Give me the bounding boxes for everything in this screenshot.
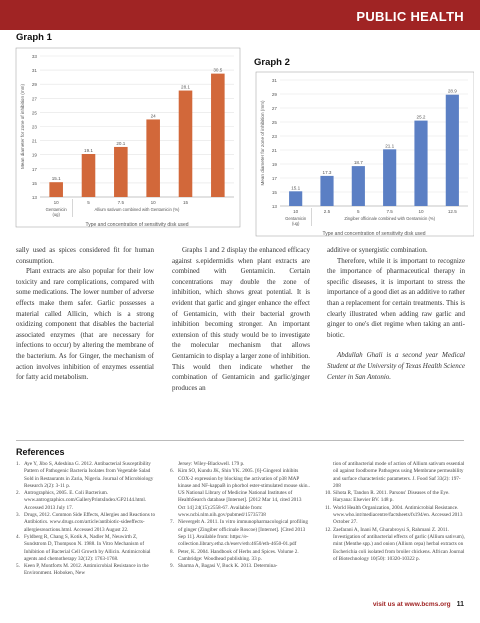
bar <box>49 182 63 197</box>
y-tick-label: 31 <box>31 68 37 74</box>
y-tick-label: 23 <box>271 134 277 139</box>
x-tick-label: 5 <box>357 209 360 214</box>
bar <box>289 191 302 206</box>
footer-site: visit us at www.bcms.org <box>372 601 451 608</box>
chart-frame <box>256 72 474 236</box>
body-paragraph: additive or synergistic combination. <box>327 246 428 254</box>
bar <box>146 119 160 197</box>
graph-1-chart <box>12 44 242 229</box>
y-tick-label: 17 <box>31 166 37 172</box>
reference-number <box>170 461 178 468</box>
y-tick-label: 27 <box>31 96 37 102</box>
x-tick-label: 12.5 <box>447 209 457 214</box>
references-title: References <box>16 447 65 457</box>
reference-text: Fyldberg R, Chang S, Kotik A, Nadler M, Neuwirth Z, Sundstrom D, Thompson N. 1988. In Vitro Mechanism of Inhibition of Bacterial Cell Growth by Allicin. Antimicrobial agents and chemotherapy 32(12): 1763-1768. <box>24 533 151 562</box>
bar <box>179 91 193 197</box>
bar-data-label: 19.1 <box>84 147 93 153</box>
bar <box>320 176 333 206</box>
body-paragraph: Therefore, while it is important to recognize the importance of pharmaceutical therapy in specific diseases, it is important to stress the importance of a good diet as an additive to rather than a replacement for certain treatments. This is clearly illustrated when adding raw garlic and ginger to one's diet regime when taking an anti-biotic. <box>327 256 465 339</box>
reference-item <box>325 490 465 505</box>
group-label: Gentamicin <box>45 207 67 212</box>
x-tick-label: 10 <box>293 209 299 214</box>
bar-data-label: 28.1 <box>181 84 190 90</box>
reference-number: 9. <box>170 563 174 570</box>
group-label-unit: (ug) <box>52 212 60 217</box>
bar <box>414 121 427 206</box>
reference-text: Drugs, 2012. Common Side Effects, Allergies and Reactions to Antibiotics. www.drugs.com/article/antibiotic-sideeffects-allergiesreactions.html. Accessed 2013 August 22. <box>24 512 156 533</box>
y-tick-label: 13 <box>31 195 37 200</box>
y-tick-label: 15 <box>31 180 37 186</box>
bar <box>211 74 225 197</box>
y-tick-label: 29 <box>271 92 277 97</box>
reference-number: 3. <box>16 512 20 519</box>
reference-text: Jersey: Wiley-Blackwell. 179 p. <box>178 461 245 467</box>
y-tick-label: 29 <box>31 82 37 88</box>
x-tick-label: 15 <box>182 200 189 205</box>
reference-text: Kim SO, Kundu JK, Shin YK. 2005. [6]-Gingerol inhibits COX-2 expression by blocking the activation of p38 MAP kinase and NF-kappaB in phorbol ester-stimulated mouse skin.. US National Library of Medicine National Institutes of HealthSearch database [Internet]. [2012 Mar 14, cited 2013 Oct 14] 24(15):2558-67. Available from: www.ncbi.nlm.nih.gov/pubmed/15735738 <box>178 468 311 519</box>
x-tick-label: 10 <box>418 209 424 214</box>
bar-data-label: 25.2 <box>416 114 426 120</box>
x-tick-label: 7.5 <box>117 200 125 205</box>
y-tick-label: 25 <box>31 110 37 116</box>
y-tick-label: 21 <box>31 138 37 144</box>
bar-data-label: 20.1 <box>116 140 126 146</box>
x-tick-label: 2.5 <box>323 209 331 214</box>
reference-number: 11. <box>325 504 332 511</box>
body-paragraph: Graphs 1 and 2 display the enhanced efficacy against s.epidermidis when plant extracts are combined with Gentamicin. Certain concentrations may double the zone of inhibition, which shows great potential. It is evident that garlic and ginger enhance the effect of Gentamicin, with their bacterial growth inhibition becoming stronger. An important extension of this study would be to investigate the molecular mechanism that allows Gentamicin to display a larger zone of inhibition. This would then indicate whether the combination of Gentamicin and garlic/ginger produces an <box>172 246 310 392</box>
section-label: PUBLIC HEALTH <box>356 9 464 24</box>
bar-data-label: 15.1 <box>51 176 61 182</box>
y-tick-label: 17 <box>271 176 277 181</box>
x-tick-label: 10 <box>150 200 156 205</box>
reference-text: Sharma A, Bagasi V, Buck K. 2013. Determina- <box>178 563 278 570</box>
y-tick-label: 13 <box>271 204 277 209</box>
reference-item <box>170 549 310 564</box>
y-axis-title: Mean diameter for zone of inhibition (mm) <box>20 83 25 170</box>
y-tick-label: 25 <box>271 120 277 125</box>
references-column-3 <box>325 461 465 563</box>
body-column-3 <box>327 245 465 382</box>
reference-text: Zaefarani A, Inani M, Gharabroysi S, Rahmani Z. 2011. Investigation of antibacterial effects of garlic (Allium sativum), mint (Menthe spp.) and onion (Allium cepa) herbal extracts on Escherichia coli isolated from broiler chickens. African Journal of Biotechnology 10(50): 10320-10322 p. <box>333 526 465 562</box>
author-bio: Abdullah Ghali is a second year Medical Student at the University of Texas Health Science Center in San Antonio. <box>327 351 465 381</box>
reference-number: 6. <box>170 468 174 475</box>
body-column-2 <box>172 245 310 393</box>
y-tick-label: 19 <box>31 152 37 158</box>
group-label: Zingiber officinale combined with Gentamicin (%) <box>344 216 436 221</box>
bar-data-label: 21.1 <box>385 143 395 149</box>
reference-item <box>16 563 156 578</box>
bar <box>352 166 365 206</box>
reference-item <box>16 490 156 512</box>
group-label: Allium sativum combined with Gentamicin (%) <box>94 207 180 212</box>
graph-2-chart <box>252 68 474 238</box>
body-column-1 <box>16 245 154 383</box>
graph-2-title: Graph 2 <box>254 57 290 68</box>
reference-item <box>170 461 310 468</box>
x-axis-title: Type and concentration of sensitivity disk used <box>322 231 426 237</box>
reference-item <box>16 461 156 490</box>
y-axis-title: Mean diameter for zone of inhibition (mm) <box>260 100 265 186</box>
reference-number: 2. <box>16 490 20 497</box>
bar <box>383 149 396 206</box>
bar-data-label: 18.7 <box>353 160 363 166</box>
reference-item <box>16 512 156 534</box>
group-label-unit: (ug) <box>291 221 300 226</box>
bar-data-label: 28.9 <box>447 88 457 94</box>
reference-text: tion of antibacterial mode of action of Allium sativum essential oil against foodborne Pathogens using Membrane permeability and surface characteristic parameters. J. Food Saf 33(2): 197-208 <box>333 461 465 489</box>
bar-data-label: 15.1 <box>291 185 301 191</box>
reference-number <box>325 461 333 490</box>
body-paragraph: sally used as spices considered fit for human consumption. <box>16 246 154 265</box>
references-divider <box>16 440 464 441</box>
bar <box>114 147 128 197</box>
footer <box>373 601 464 608</box>
reference-number: 5. <box>16 563 20 570</box>
y-tick-label: 19 <box>271 162 277 167</box>
reference-item <box>325 527 465 563</box>
reference-item <box>325 505 465 527</box>
x-tick-label: 10 <box>53 200 59 205</box>
reference-item <box>325 461 465 490</box>
graph-1-title: Graph 1 <box>16 32 52 43</box>
reference-number: 10. <box>325 490 332 497</box>
reference-number: 12. <box>325 526 332 533</box>
reference-number: 7. <box>170 519 174 526</box>
x-tick-label: 5 <box>87 200 90 205</box>
reference-item <box>170 563 310 570</box>
references-column-2 <box>170 461 310 570</box>
reference-text: Keen P, Montforts M. 2012. Antimicrobial Resistance in the Environment. Hoboken, New <box>24 563 149 577</box>
reference-item <box>170 519 310 548</box>
y-tick-label: 23 <box>31 124 37 130</box>
chart-frame <box>16 48 240 227</box>
reference-item <box>16 534 156 563</box>
y-tick-label: 33 <box>31 54 37 59</box>
bar-data-label: 24 <box>150 113 156 119</box>
reference-text: World Health Organization, 2004. Antimicrobial Resistance. www.who.int/mediacentre/factsheets/fs194/en. Accessed 2013 October 27. <box>333 504 463 526</box>
bar-data-label: 30.5 <box>213 67 223 73</box>
x-tick-label: 7.5 <box>386 209 393 214</box>
reference-number: 8. <box>170 548 174 555</box>
reference-text: Peter, K. 2004. Handbook of Herbs and Spices. Volume 2. Cambridge: Woodhead publishing. 33 p. <box>178 548 299 562</box>
y-tick-label: 21 <box>271 148 277 153</box>
bar <box>82 154 96 197</box>
reference-text: Sihota R, Tandon R. 2011. Parsons' Diseases of the Eye. Haryana: Elsevier BV. 148 p. <box>333 490 450 504</box>
references-column-1 <box>16 461 156 578</box>
group-label: Gentamicin <box>285 216 307 221</box>
reference-number: 4. <box>16 533 20 540</box>
reference-text: Aye Y, Jibo S, Adeshina G. 2012. Antibacterial Susceptibility Pattern of Pathogenic Bacteria Isolates from Vegetable Salad Sold in Restaurants in Zaria, Nigeria. Journal of Microbiology Research 2(2): 3-11 p. <box>24 461 154 489</box>
reference-text: Nievergelt A. 2011. In vitro immunopharmacological profiling of ginger (Zingiber officinale Roscoe) [Internet]. [Cited 2013 Sep 11]. Available from: https://e-collection.library.ethz.ch/eserv/eth:4650/eth-4650-01.pdf <box>178 519 308 548</box>
reference-item <box>170 468 310 519</box>
page-number: 11 <box>456 601 464 608</box>
reference-number: 1. <box>16 461 20 467</box>
x-axis-title: Type and concentration of sensitivity disk used <box>85 222 189 228</box>
bar-data-label: 17.3 <box>322 169 332 175</box>
reference-text: Antrographics, 2005. E. Coli Bacterium. www.antrographics.com/GalleryPrintsIndex/GP2144.html. Accessed 2013 July 17. <box>24 490 147 511</box>
y-tick-label: 27 <box>271 106 277 111</box>
header-bar <box>0 0 480 30</box>
y-tick-label: 15 <box>271 190 277 195</box>
y-tick-label: 31 <box>271 78 277 83</box>
body-paragraph: Plant extracts are also popular for their low toxicity and rare complications, compared with some medications. The lower number of adverse effects make them safer. Garlic possesses a material called Allicin, which is a strong oxidizing component that disables the bacterial associated enzymes (that are necessary for infections to occur) by altering the membrane of the bacterium. As for Ginger, the mechanism of action involves inhibition of enzymes essential for fatty acid metabolism. <box>16 267 154 382</box>
bar <box>446 95 459 206</box>
